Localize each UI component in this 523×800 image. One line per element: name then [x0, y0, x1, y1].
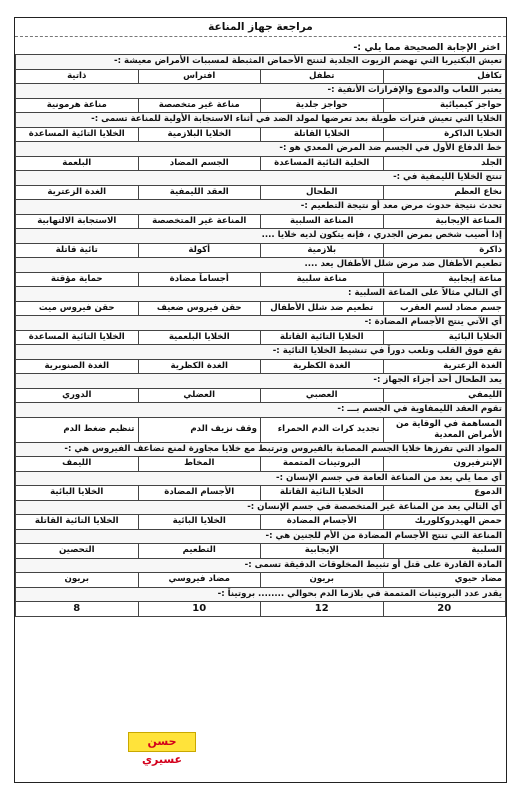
answer-option[interactable]: الخلايا التائية المساعدة [16, 127, 139, 142]
options-row [16, 69, 506, 84]
answer-option[interactable]: حماية مؤقتة [16, 272, 139, 287]
question-text: أي مما يلي يعد من المناعة العامة في جسم الإنسان :- [16, 471, 506, 486]
answer-option[interactable]: الأجسام المضادة [261, 515, 384, 530]
answer-option[interactable]: الغدة الكظرية [138, 359, 261, 374]
answer-option[interactable]: مضاد فيروسي [138, 573, 261, 588]
answer-option[interactable]: 10 [138, 602, 261, 617]
answer-option[interactable]: الدوري [16, 388, 139, 403]
options-row [16, 243, 506, 258]
options-row [16, 98, 506, 113]
answer-option[interactable]: افتراس [138, 69, 261, 84]
answer-option[interactable]: مضاد حيوي [383, 573, 506, 588]
question-row [16, 84, 506, 99]
question-row [16, 316, 506, 331]
answer-option[interactable]: بلازمية [261, 243, 384, 258]
answer-option[interactable]: التحصين [16, 544, 139, 559]
answer-option[interactable]: الغدة الكظرية [261, 359, 384, 374]
answer-option[interactable]: تطعيم ضد شلل الأطفال [261, 301, 384, 316]
answer-option[interactable]: الطحال [261, 185, 384, 200]
answer-option[interactable]: البلعمة [16, 156, 139, 171]
question-row [16, 142, 506, 157]
question-text: يعتبر اللعاب والدموع والإفرازات الأنفية :- [16, 84, 506, 99]
question-row [16, 287, 506, 302]
question-text: يعد الطحال أحد أجزاء الجهاز :- [16, 374, 506, 389]
question-row [16, 258, 506, 273]
answer-option[interactable]: الغدة الصنوبرية [16, 359, 139, 374]
answer-option[interactable]: الخلايا الذاكرة [383, 127, 506, 142]
answer-option[interactable]: 20 [383, 602, 506, 617]
question-text: إذا أصيب شخص بمرض الجدري ، فإنه يتكون لديه خلايا .... [16, 229, 506, 244]
answer-option[interactable]: العقد الليمفية [138, 185, 261, 200]
answer-option[interactable]: الغدة الزعترية [16, 185, 139, 200]
options-row [16, 156, 506, 171]
answer-option[interactable]: الإنترفيرون [383, 457, 506, 472]
question-text: أي التالي مثالاً على المناعة السلبية : [16, 287, 506, 302]
answer-option[interactable]: الاستجابة الالتهابية [16, 214, 139, 229]
worksheet-title: مراجعة جهاز المناعة [15, 18, 506, 37]
answer-option[interactable]: الليمف [16, 457, 139, 472]
answer-option[interactable]: الخلية التائية المساعدة [261, 156, 384, 171]
answer-option[interactable]: حقن فيروس ميت [16, 301, 139, 316]
options-row [16, 573, 506, 588]
options-row [16, 515, 506, 530]
question-row [16, 529, 506, 544]
answer-option[interactable]: مناعة إيجابية [383, 272, 506, 287]
options-row [16, 417, 506, 442]
author-signature-stamp: حسن عسيري [128, 732, 196, 752]
answer-option[interactable]: أكولة [138, 243, 261, 258]
instruction-text: اختر الإجابة الصحيحة مما يلي :- [353, 42, 500, 53]
answer-option[interactable]: تطفل [261, 69, 384, 84]
question-row [16, 442, 506, 457]
answer-option[interactable]: حقن فيروس ضعيف [138, 301, 261, 316]
answer-option[interactable]: بريون [16, 573, 139, 588]
question-row [16, 374, 506, 389]
answer-option[interactable]: الجلد [383, 156, 506, 171]
question-text: تعيش البكتيريا التي تهضم الزيوت الجلدية لتنتج الأحماض المثبطة لمسببات الأمراض معيشة :- [16, 55, 506, 70]
answer-option[interactable]: الجسم المضاد [138, 156, 261, 171]
answer-option[interactable]: تنظيم ضغط الدم [16, 417, 139, 442]
answer-option[interactable]: الليمفي [383, 388, 506, 403]
answer-option[interactable]: المناعة السلبية [261, 214, 384, 229]
options-row [16, 185, 506, 200]
question-row [16, 471, 506, 486]
answer-option[interactable]: التطعيم [138, 544, 261, 559]
question-text: خط الدفاع الأول في الجسم ضد المرض المعدي هو :- [16, 142, 506, 157]
answer-option[interactable]: بريون [261, 573, 384, 588]
options-row [16, 127, 506, 142]
answer-option[interactable]: حواجز جلدية [261, 98, 384, 113]
answer-option[interactable]: 8 [16, 602, 139, 617]
answer-option[interactable]: مناعة غير متخصصة [138, 98, 261, 113]
answer-option[interactable]: ذاتية [16, 69, 139, 84]
answer-option[interactable]: الخلايا البائية [16, 486, 139, 501]
options-row [16, 457, 506, 472]
question-row [16, 500, 506, 515]
question-row [16, 113, 506, 128]
question-text: المواد التي تفرزها خلايا الجسم المصابة بالفيروس وترتبط مع خلايا مجاورة لمنع تضاعف الفيروس هي :- [16, 442, 506, 457]
answer-option[interactable]: وقف نزيف الدم [138, 417, 261, 442]
answer-option[interactable]: الخلايا التائية القاتلة [261, 330, 384, 345]
answer-option[interactable]: الغدة الزعترية [383, 359, 506, 374]
question-text: المادة القادرة على قتل أو تثبيط المخلوقات الدقيقة تسمى :- [16, 558, 506, 573]
options-row [16, 486, 506, 501]
options-row [16, 359, 506, 374]
answer-option[interactable]: الخلايا البلعمية [138, 330, 261, 345]
question-row [16, 345, 506, 360]
answer-option[interactable]: العصبي [261, 388, 384, 403]
question-text: تقع فوق القلب وتلعب دوراً في تنشيط الخلايا التائية :- [16, 345, 506, 360]
answer-option[interactable]: ذاكرة [383, 243, 506, 258]
answer-option[interactable]: العضلي [138, 388, 261, 403]
answer-option[interactable]: الخلايا البائية [383, 330, 506, 345]
questions-table [15, 54, 506, 617]
options-row [16, 272, 506, 287]
answer-option[interactable]: حواجز كيميائية [383, 98, 506, 113]
answer-option[interactable]: المناعة غير المتخصصة [138, 214, 261, 229]
options-row [16, 388, 506, 403]
question-text: تطعيم الأطفال ضد مرض شلل الأطفال يعد .... [16, 258, 506, 273]
answer-option[interactable]: تجديد كرات الدم الحمراء [261, 417, 384, 442]
question-text: تنتج الخلايا الليمفية في :- [16, 171, 506, 186]
question-row [16, 558, 506, 573]
answer-option[interactable]: الأجسام المضادة [138, 486, 261, 501]
answer-option[interactable]: السلبية [383, 544, 506, 559]
options-row [16, 330, 506, 345]
answer-option[interactable]: المخاط [138, 457, 261, 472]
answer-option[interactable]: مناعة سلبية [261, 272, 384, 287]
answer-option[interactable]: الخلايا التائية القاتلة [16, 515, 139, 530]
question-row [16, 229, 506, 244]
options-row [16, 602, 506, 617]
question-row [16, 55, 506, 70]
answer-option[interactable]: الدموع [383, 486, 506, 501]
question-text: أي الآتي ينتج الأجسام المضادة :- [16, 316, 506, 331]
answer-option[interactable]: المناعة الإيجابية [383, 214, 506, 229]
question-text: يقدر عدد البروتينات المتممة في بلازما الدم بحوالي ........ بروتيناً :- [16, 587, 506, 602]
answer-option[interactable]: الخلايا التائية القاتلة [261, 486, 384, 501]
answer-option[interactable]: الخلايا القاتلة [261, 127, 384, 142]
answer-option[interactable]: 12 [261, 602, 384, 617]
answer-option[interactable]: مناعة هرمونية [16, 98, 139, 113]
question-text: المناعة التي تنتج الأجسام المضادة من الأم للجنين هي :- [16, 529, 506, 544]
question-row [16, 403, 506, 418]
answer-option[interactable]: المساهمة في الوقاية من الأمراض المعدية [383, 417, 506, 442]
question-row [16, 587, 506, 602]
answer-option[interactable]: حمض الهيدروكلوريك [383, 515, 506, 530]
answer-option[interactable]: الإيجابية [261, 544, 384, 559]
options-row [16, 214, 506, 229]
answer-option[interactable]: تكافل [383, 69, 506, 84]
answer-option[interactable]: أجساماً مضادة [138, 272, 261, 287]
answer-option[interactable]: جسم مضاد لسم العقرب [383, 301, 506, 316]
question-text: الخلايا التي تعيش فترات طويلة بعد تعرضها لمولد الضد في أثناء الاستجابة الأولية للمناعة تسمى :- [16, 113, 506, 128]
question-text: تقوم العقد الليمفاوية في الجسم بـــ :- [16, 403, 506, 418]
question-row [16, 200, 506, 215]
options-row [16, 301, 506, 316]
answer-option[interactable]: تائية قاتلة [16, 243, 139, 258]
answer-option[interactable]: البروتينات المتممة [261, 457, 384, 472]
answer-option[interactable]: نخاع العظم [383, 185, 506, 200]
question-text: تحدث نتيجة حدوث مرض معد أو نتيجة التطعيم :- [16, 200, 506, 215]
options-row [16, 544, 506, 559]
answer-option[interactable]: الخلايا البلازمية [138, 127, 261, 142]
worksheet-frame [14, 17, 507, 783]
answer-option[interactable]: الخلايا التائية المساعدة [16, 330, 139, 345]
question-row [16, 171, 506, 186]
question-text: أي التالي يعد من المناعة غير المتخصصة في جسم الإنسان :- [16, 500, 506, 515]
answer-option[interactable]: الخلايا البائية [138, 515, 261, 530]
